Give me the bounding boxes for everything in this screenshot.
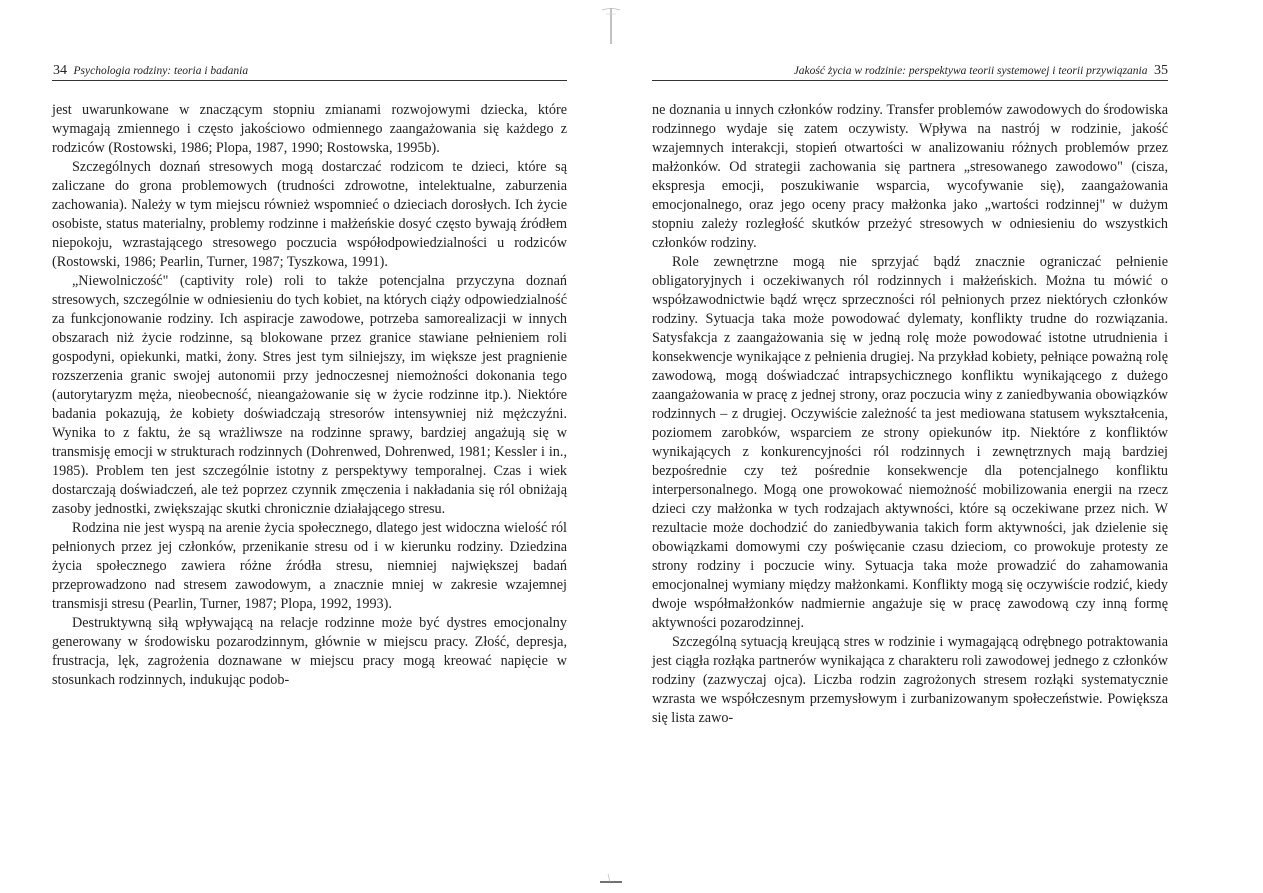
header-rule: [52, 80, 567, 81]
running-title: Psychologia rodziny: teoria i badania: [73, 65, 249, 77]
paragraph: ne doznania u innych członków rodziny. Transfer problemów zawodowych do środowiska rodzinnego wydaje się zatem oczywisty. Wpływa na nastrój w rodzinie, jakość wzajemnych interakcji, stopień otwartości w analizowaniu różnych problemów przez małżonków. Od strategii zachowania się partnera „stresowanego zawodowo" (cisza, ekspresja emocji, poszukiwanie wsparcia, wycofywanie się), zaangażowania emocjonalnego, oraz jego oceny pracy małżonka jako „wartości rodzinnej" w dużym stopniu zależy rozległość skutków przeżyć stresowych w odniesieniu do wszystkich członków rodziny.: [652, 102, 1168, 251]
paragraph: „Niewolniczość" (captivity role) roli to także potencjalna przyczyna doznań stresowych, szczególnie w odniesieniu do tych kobiet, na których ciąży odpowiedzialność za funkcjonowanie rodziny. Ich aspiracje zawodowe, potrzeba samorealizacji w innych obszarach niż życie rodzinne, są blokowane przez granice stawiane pełnieniem roli gospodyni, opiekunki, matki, żony. Stres jest tym silniejszy, im większe jest pragnienie rozszerzenia granic swojej autonomii przy jednoczesnej niemożności dokonania tego (autorytaryzm męża, nieobecność, nieangażowanie się w życie rodzinne itp.). Niektóre badania pokazują, że kobiety doświadczają stresorów intensywniej niż mężczyźni. Wynika to z faktu, że są wrażliwsze na rodzinne sprawy, bardziej angażują się w transmisję emocji w strukturach rodzinnych (Dohrenwed, Dohrenwed, 1981; Kessler i in., 1985). Problem ten jest szczególnie istotny z perspektywy temporalnej. Czas i wiek dostarczają doświadczeń, ale też poprzez czynnik zmęczenia i nakładania się ról obniżają zasoby jednostki, zwiększając skutki chronicznie działającego stresu.: [52, 273, 567, 517]
right-body-text: [652, 101, 1168, 728]
paragraph: jest uwarunkowane w znaczącym stopniu zmianami rozwojowymi dziecka, które wymagają zmiennego i często jakościowo odmiennego zaangażowania się każdego z rodziców (Rostowski, 1986; Plopa, 1987, 1990; Rostowska, 1995b).: [52, 102, 567, 156]
paragraph: Destruktywną siłą wpływającą na relacje rodzinne może być dystres emocjonalny generowany w środowisku pozarodzinnym, głównie w miejscu pracy. Złość, depresja, frustracja, lęk, zagrożenia doznawane w miejscu pracy mogą kreować napięcie w stosunkach rodzinnych, indukując podob-: [52, 615, 567, 688]
header-rule: [652, 80, 1168, 81]
page-number: 35: [1154, 63, 1168, 78]
right-page: [630, 0, 1263, 893]
right-page-header: [794, 62, 1168, 79]
paragraph: Rodzina nie jest wyspą na arenie życia społecznego, dlatego jest widoczna wielość ról pełnionych przez jej członków, przenikanie stresu od i w kierunku rodziny. Dziedzina życia społecznego zawiera różne źródła stresu, niemniej największej badań przeprowadzono nad stresem zawodowym, a znacznie mniej w zakresie wzajemnej transmisji stresu (Pearlin, Turner, 1987; Plopa, 1992, 1993).: [52, 520, 567, 612]
left-page: [0, 0, 610, 893]
paragraph: Szczególną sytuacją kreującą stres w rodzinie i wymagającą odrębnego potraktowania jest ciągła rozłąka partnerów wynikająca z charakteru roli zawodowej jednego z członków rodziny (zazwyczaj ojca). Liczba rodzin zagrożonych stresem rozłąki systematycznie wzrasta we współczesnym przemysłowym i zurbanizowanym społeczeństwie. Powiększa się lista zawo-: [652, 634, 1168, 726]
left-page-header: [53, 62, 248, 79]
running-title: Jakość życia w rodzinie: perspektywa teorii systemowej i teorii przywiązania: [793, 65, 1148, 77]
paragraph: Szczególnych doznań stresowych mogą dostarczać rodzicom te dzieci, które są zaliczane do grona problemowych (trudności zdrowotne, intelektualne, zaburzenia zachowania). Należy w tym miejscu również wspomnieć o dzieciach dorosłych. Ich życie osobiste, status materialny, problemy rodzinne i małżeńskie dosyć często bywają źródłem niepokoju, wzrastającego stresowego poczucia współodpowiedzialności u rodziców (Rostowski, 1986; Pearlin, Turner, 1987; Tyszkowa, 1991).: [52, 159, 567, 270]
paragraph: Role zewnętrzne mogą nie sprzyjać bądź znacznie ograniczać pełnienie obligatoryjnych i oczekiwanych ról rodzinnych i małżeńskich. Można tu mówić o współzawodnictwie bądź wręcz sprzeczności ról pełnionych przez niektórych członków rodziny. Sytuacja taka może powodować dylematy, konflikty trudne do rozwiązania. Satysfakcja z zaangażowania się w jedną rolę może powodować istotne utrudnienia i konsekwencje wynikające z pełnienia drugiej. Na przykład kobiety, pełniące poważną rolę zawodową, mogą doświadczać intrapsychicznego konfliktu wynikającego z dużego zaangażowania w pracę z jednej strony, oraz poczucia winy z zaniedbywania obowiązków rodzinnych – z drugiej. Oczywiście zależność ta jest mediowana statusem wykształcenia, poziomem zarobków, wsparciem ze strony opiekunów itp. Niektóre z konfliktów wynikających z konkurencyjności ról rodzinnych i zewnętrznych mają bardziej bezpośrednie czy też pośrednie konsekwencje dla potencjalnego konfliktu interpersonalnego. Mogą one prowokować niemożność mobilizowania energii na rzecz dzieci czy małżonka w tych rodzajach aktywności, które są oczekiwane przez nich. W rezultacie może dochodzić do zaniedbywania takich form aktywności, jak dzielenie się obowiązkami domowymi czy poświęcanie czasu dzieciom, co prowokuje protesty ze strony rodziny i poczucie winy. Sytuacja taka może prowadzić do zahamowania emocjonalnej wymiany między małżonkami. Konflikty mogą się oczywiście rodzić, kiedy dwoje współmałżonków nadmiernie angażuje się w pracę zawodową czy inną formę aktywności pozarodzinnej.: [652, 254, 1168, 631]
page-number: 34: [53, 63, 67, 78]
left-body-text: [52, 101, 567, 690]
